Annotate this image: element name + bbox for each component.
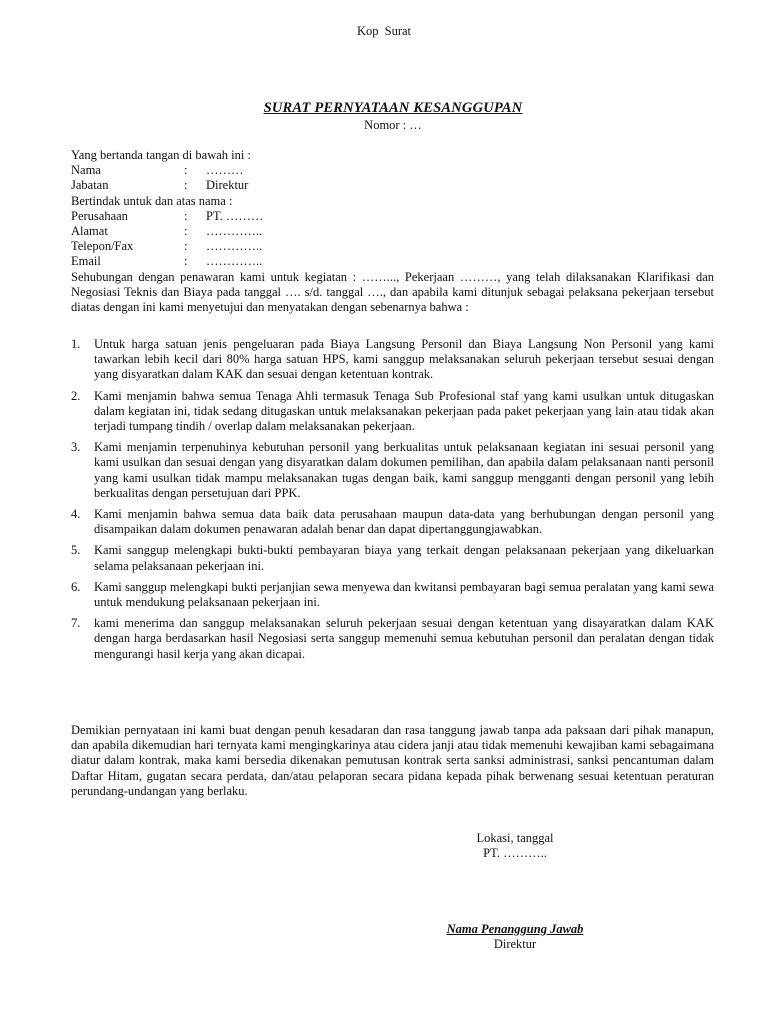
field-value: ………….. [206,223,263,238]
statement-list [71,337,714,668]
field-colon: : [184,208,188,223]
signature-company: PT. ……….. [483,846,547,861]
field-colon: : [184,178,188,193]
letterhead-placeholder: Kop Surat [356,24,412,38]
intro-paragraph: Sehubungan dengan penawaran kami untuk kegiatan : ……..., Pekerjaan ………, yang telah dilaksanakan Klarifikasi dan Negosiasi Teknis dan Biaya pada tanggal …. s/d. tanggal …., dan apabila kami ditunjuk sebagai pelaksana pekerjaan tersebut diatas dengan ini kami menyetujui dan menyatakan dengan sebenarnya bahwa : [71,269,714,314]
intro-opening: Yang bertanda tangan di bawah ini : [71,148,251,162]
field-row-email [71,254,714,269]
place-date: Lokasi, tanggal [476,831,554,845]
list-text: Kami sanggup melengkapi bukti perjanjian sewa menyewa dan kwitansi pembayaran bagi semua peralatan yang kami sewa untuk mendukung pelaksanaan pekerjaan ini. [94,579,714,610]
field-colon: : [184,163,188,178]
signature-header [420,831,610,861]
list-item [71,507,714,537]
list-item [71,389,714,435]
list-number: 4. [71,507,81,522]
field-label: Perusahaan [71,208,128,223]
field-row-perusahaan [71,209,714,224]
document-title: SURAT PERNYATAAN KESANGGUPAN [263,100,523,116]
list-item [71,543,714,573]
field-value: PT. ……… [206,208,264,223]
field-label: Alamat [71,223,108,238]
list-item [71,440,714,501]
signatory-position: Direktur [493,937,537,952]
field-label: Jabatan [71,178,109,193]
field-row-alamat [71,224,714,239]
field-row-nama [71,163,714,178]
field-colon: : [184,239,188,254]
field-value: Direktur [206,178,249,193]
list-number: 2. [71,388,81,403]
field-value: ………….. [206,254,263,269]
list-text: Kami menjamin bahwa semua data baik data perusahaan maupun data-data yang berhubungan dengan personil yang disampaikan dalam dokumen penawaran adalah benar dan dapat dipertanggungjawabkan. [94,507,714,537]
list-text: Kami menjamin terpenuhinya kebutuhan personil yang berkualitas untuk pelaksanaan kegiatan ini sesuai personil yang kami usulkan dan sesuai dengan yang disyaratkan dalam dokumen pemilihan, dan apabila dalam pelaksanaan nanti personil yang kami usulkan tidak mampu melaksanakan tugas dengan baik, kami sanggup mengganti dengan personil yang lebih berkualitas dengan persetujuan dari PPK. [94,440,714,500]
list-number: 1. [71,337,81,351]
list-number: 7. [71,616,81,631]
field-row-telepon [71,239,714,254]
signature-footer [420,922,610,952]
closing-paragraph: Demikian pernyataan ini kami buat dengan penuh kesadaran dan rasa tanggung jawab tanpa ada paksaan dari pihak manapun, dan apabila dikemudian hari ternyata kami mengingkarinya atau cidera janji atau tidak memenuhi kewajiban kami sebagaimana diatur dalam kontrak, maka kami bersedia dikenakan pemutusan kontrak serta sanksi administrasi, sanksi pencantuman dalam Daftar Hitam, gugatan secara perdata, dan/atau pelaporan secara pidana kepada pihak berwenang sesuai ketentuan peraturan perundang-undangan yang berlaku. [71,723,714,798]
list-item [71,580,714,610]
list-text: kami menerima dan sanggup melaksanakan seluruh pekerjaan sesuai dengan ketentuan yang disayaratkan dalam KAK dengan harga berdasarkan hasil Negosiasi serta sanggup memenuhi semua kebutuhan personil dan peralatan dengan tidak mengurangi hasil kerja yang akan dicapai. [94,616,714,661]
list-text: Untuk harga satuan jenis pengeluaran pada Biaya Langsung Personil dan Biaya Langsung Non Personil yang kami tawarkan lebih kecil dari 80% harga satuan HPS, kami sanggup melaksanakan seluruh pekerjaan tersebut sesuai dengan yang disyaratkan dalam KAK dan sesuai dengan ketentuan kontrak. [94,337,714,382]
list-text: Kami sanggup melengkapi bukti-bukti pembayaran biaya yang terkait dengan pelaksanaan pekerjaan yang dikeluarkan selama pelaksanaan pekerjaan ini. [94,543,714,573]
field-value: ………….. [206,239,263,254]
field-label: Telepon/Fax [71,239,134,254]
field-value: ……… [206,163,244,178]
list-number: 5. [71,543,81,558]
list-number: 6. [71,579,81,594]
list-item [71,337,714,383]
list-text: Kami menjamin bahwa semua Tenaga Ahli termasuk Tenaga Sub Profesional staf yang kami usulkan untuk ditugaskan dalam kegiatan ini, tidak sedang ditugaskan untuk melaksanakan pekerjaan pada paket pekerjaan yang lain atau tidak akan terjadi tumpang tindih / overlap dalam melaksanakan pekerjaan. [94,388,714,434]
intro-section [71,148,714,315]
list-item [71,616,714,662]
list-number: 3. [71,440,81,455]
field-colon: : [184,223,188,238]
field-row-jabatan [71,178,714,193]
field-colon: : [184,254,188,269]
field-label: Email [71,254,101,269]
document-number: Nomor : … [364,118,422,132]
acting-on-behalf: Bertindak untuk dan atas nama : [71,193,233,208]
field-label: Nama [71,163,101,178]
signatory-name: Nama Penanggung Jawab [446,922,584,936]
